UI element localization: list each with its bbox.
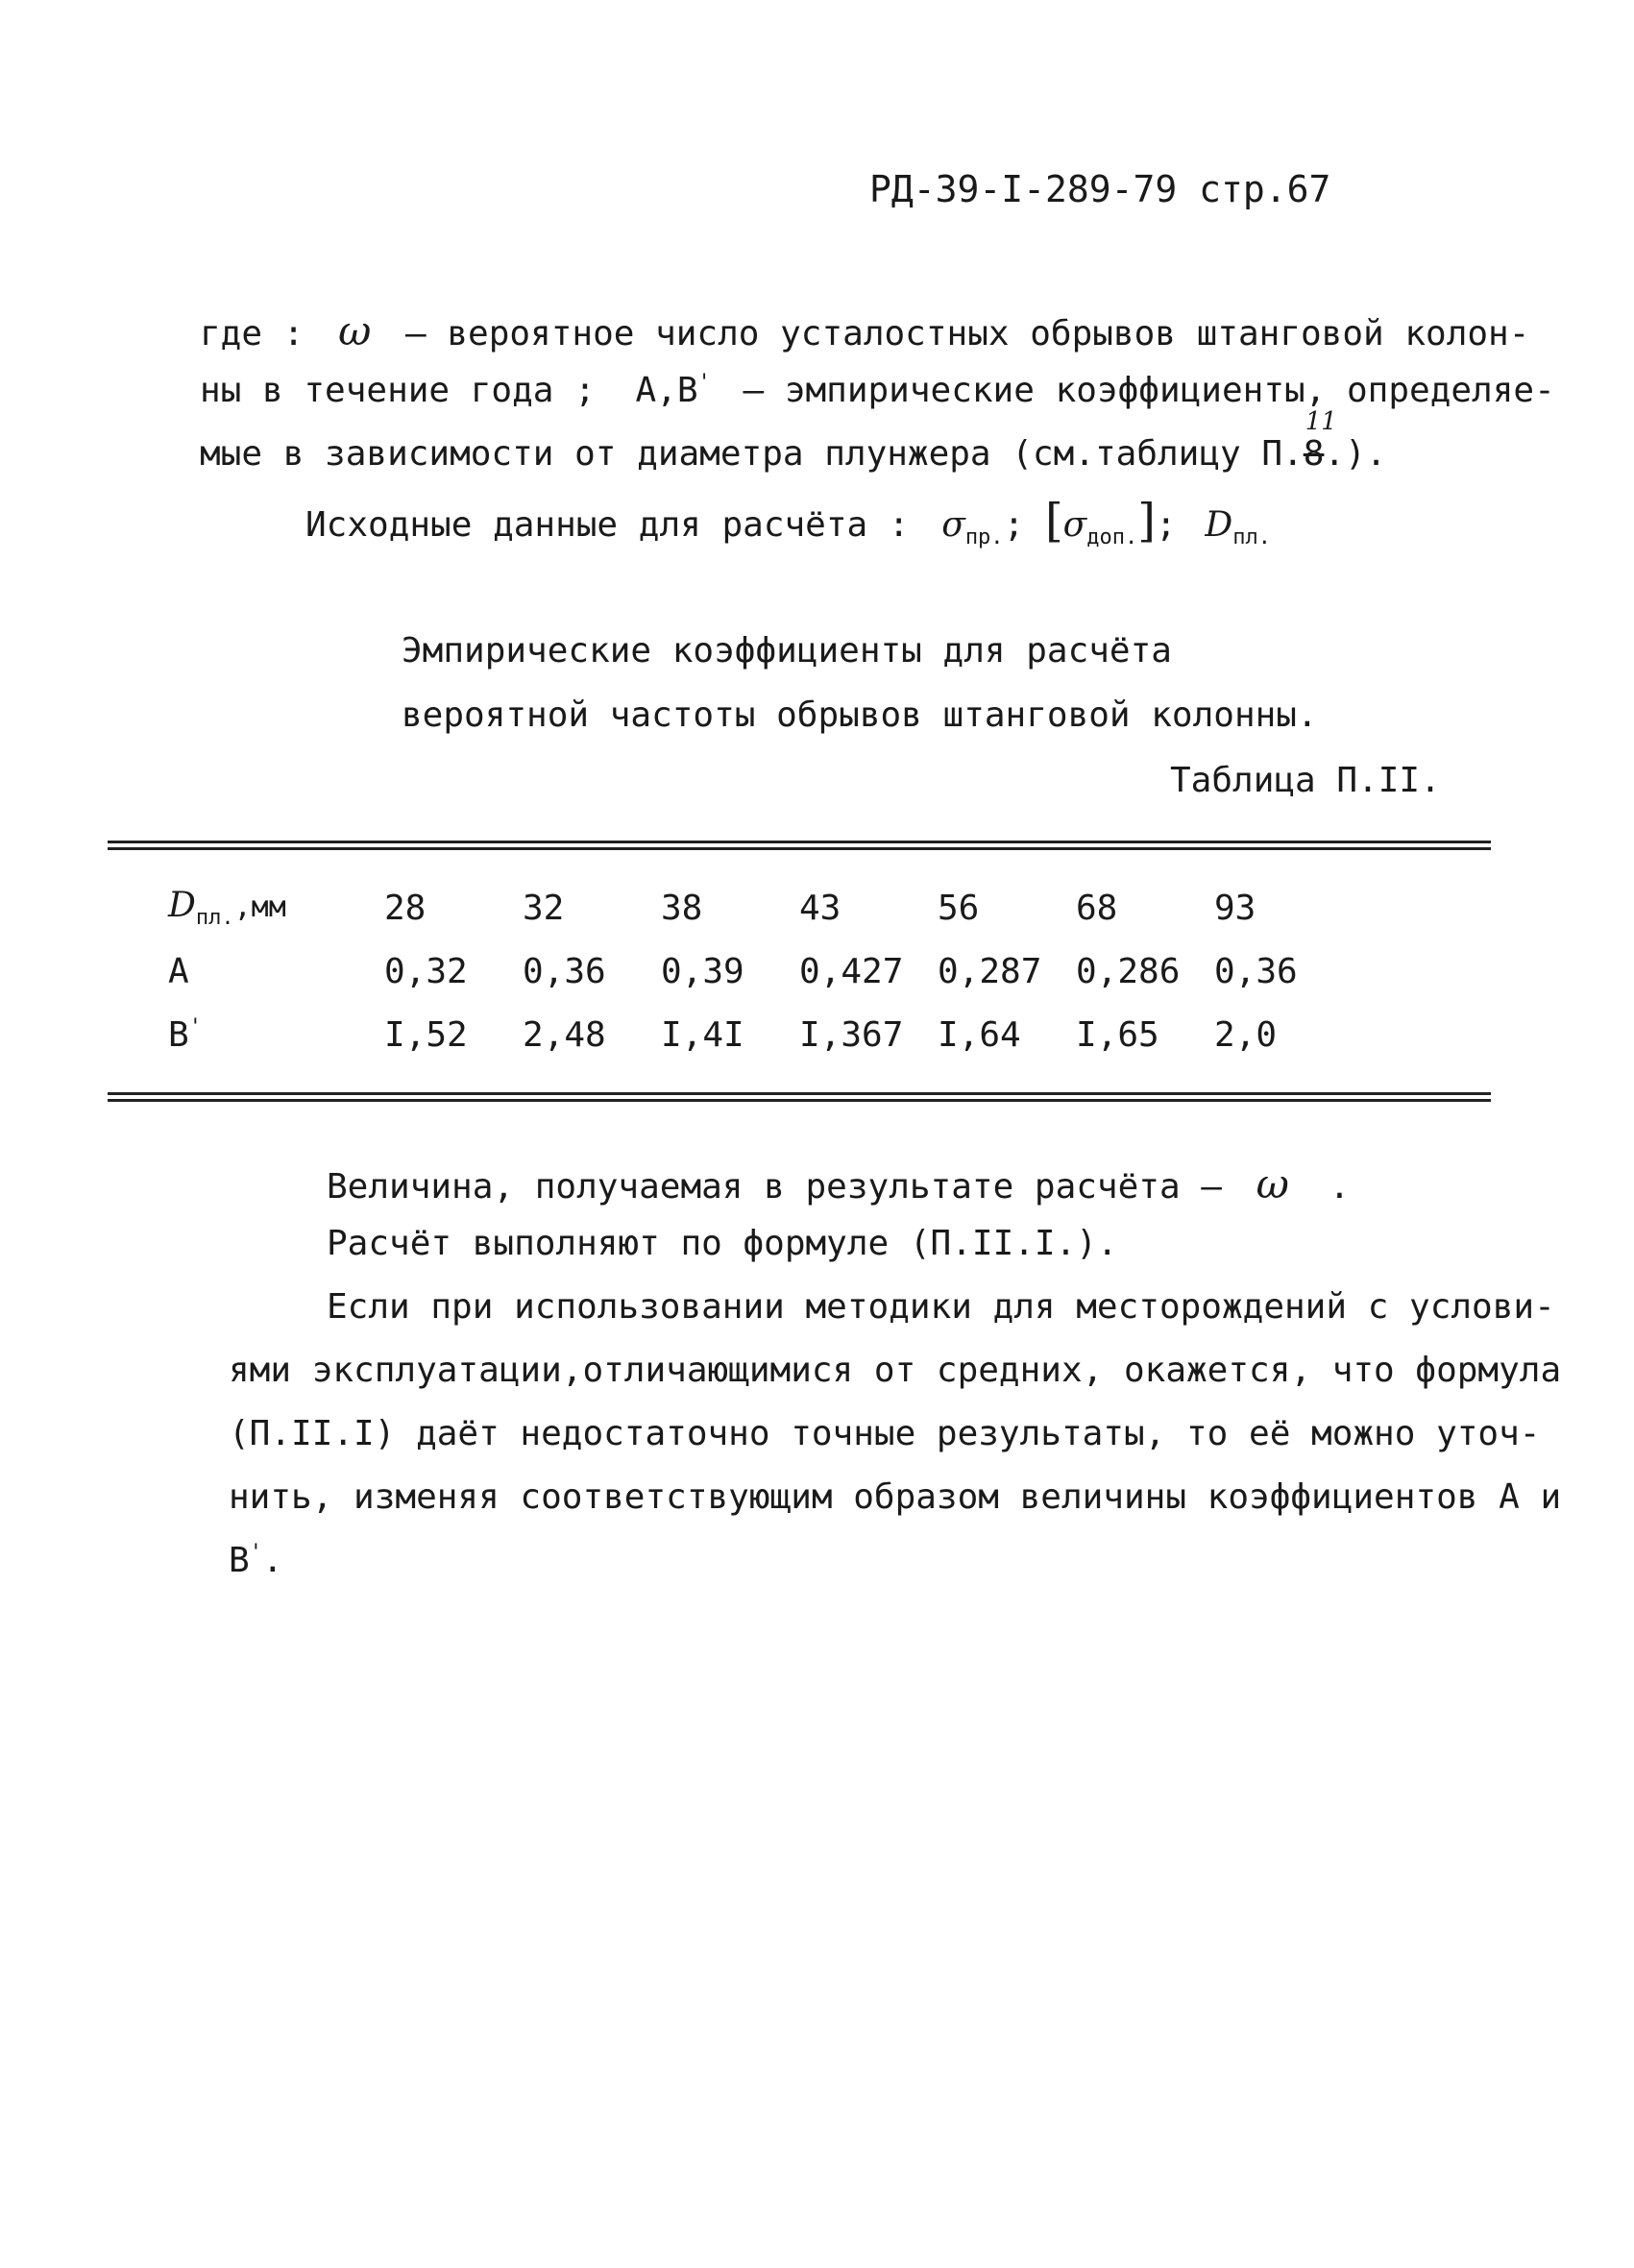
table-cell: 0,39 bbox=[661, 951, 744, 991]
separator-2: ; bbox=[1155, 505, 1177, 545]
ab-prime: ' bbox=[697, 371, 711, 395]
input-data-label: Исходные данные для расчёта : bbox=[305, 505, 910, 545]
row-label-letter: A bbox=[168, 951, 189, 991]
result-tail: . bbox=[1329, 1167, 1351, 1207]
table-top-rule bbox=[108, 841, 1491, 843]
result-line bbox=[327, 1160, 1350, 1207]
table-bottom-rule bbox=[108, 1092, 1491, 1095]
last-dot: . bbox=[261, 1541, 283, 1580]
struck-number: 8 bbox=[1303, 434, 1325, 474]
sigma-pr-subscript: пр. bbox=[964, 525, 1004, 550]
sigma-dop-symbol: σ bbox=[1062, 505, 1087, 545]
header-cell: 68 bbox=[1076, 888, 1118, 928]
d-subscript: пл. bbox=[195, 906, 234, 931]
coefficients-table bbox=[168, 876, 1353, 1066]
where-label: где : bbox=[200, 314, 305, 354]
left-bracket: [ bbox=[1044, 494, 1063, 548]
intro-text-3: мые в зависимости от диаметра плунжера (см.таблицу П. bbox=[200, 434, 1304, 474]
header-cell: 28 bbox=[384, 888, 427, 928]
sigma-dop-subscript: доп. bbox=[1086, 525, 1138, 550]
paragraph-line-1: Если при использовании методики для месторождений с услови- bbox=[327, 1287, 1555, 1327]
document-reference: РД-39-I-289-79 стр.67 bbox=[869, 168, 1331, 210]
table-cell: 0,427 bbox=[799, 951, 904, 991]
input-data-line bbox=[305, 494, 1271, 549]
header-cell: 38 bbox=[661, 888, 703, 928]
paragraph-line-3: (П.II.I) даёт недостаточно точные результаты, то её можно уточ- bbox=[229, 1414, 1541, 1453]
row-label-letter: B bbox=[168, 1014, 189, 1055]
paragraph-last-line bbox=[229, 1541, 283, 1580]
table-cell: 0,287 bbox=[938, 951, 1042, 991]
table-cell: 0,36 bbox=[1214, 951, 1298, 991]
intro-line-1 bbox=[200, 307, 1529, 354]
result-text: Величина, получаемая в результате расчёта – bbox=[327, 1167, 1222, 1207]
table-cell: 0,36 bbox=[523, 951, 606, 991]
plunger-diameter-header bbox=[168, 876, 384, 939]
table-row-b bbox=[168, 1003, 1353, 1066]
header-cell: 93 bbox=[1214, 888, 1256, 928]
table-top-rule-inner bbox=[108, 847, 1491, 850]
intro-text-2b: – эмпирические коэффициенты, определяе- bbox=[743, 371, 1555, 410]
intro-text-2a: ны в течение года ; bbox=[200, 371, 596, 410]
table-bottom-rule-inner bbox=[108, 1099, 1491, 1102]
row-label bbox=[168, 1003, 384, 1066]
table-cell: I,52 bbox=[384, 1014, 468, 1055]
table-cell: 0,286 bbox=[1076, 951, 1181, 991]
formula-line: Расчёт выполняют по формуле (П.II.I.). bbox=[327, 1224, 1118, 1263]
table-header-row bbox=[168, 876, 1353, 939]
intro-line-3 bbox=[200, 407, 1387, 474]
omega-symbol: ω bbox=[338, 307, 372, 354]
result-omega-symbol: ω bbox=[1256, 1160, 1289, 1207]
right-bracket: ] bbox=[1137, 494, 1156, 548]
paragraph-line-4: нить, изменяя соответствующим образом величины коэффициентов A и bbox=[229, 1477, 1562, 1517]
table-reference-correction bbox=[1303, 407, 1337, 474]
handwritten-correction: 11 bbox=[1305, 407, 1337, 436]
caption-line-2: вероятной частоты обрывов штанговой колонны. bbox=[402, 695, 1318, 735]
row-label-prime: ' bbox=[188, 1014, 202, 1039]
header-cell: 32 bbox=[523, 888, 565, 928]
table-label: Таблица П.II. bbox=[1170, 761, 1441, 800]
last-letter: B bbox=[229, 1541, 250, 1580]
table-cell: I,64 bbox=[938, 1014, 1021, 1055]
last-prime: ' bbox=[249, 1541, 262, 1565]
table-cell: 2,0 bbox=[1214, 1014, 1278, 1055]
intro-text-1: – вероятное число усталостных обрывов штанговой колон- bbox=[405, 314, 1530, 354]
intro-text-3-tail: .). bbox=[1324, 434, 1387, 474]
table-cell: 2,48 bbox=[523, 1014, 606, 1055]
caption-line-1: Эмпирические коэффициенты для расчёта bbox=[402, 631, 1172, 671]
table-cell: I,65 bbox=[1076, 1014, 1159, 1055]
table-row-a bbox=[168, 939, 1353, 1003]
ab-symbol: A,B bbox=[635, 371, 698, 410]
unit-label: ,мм bbox=[233, 890, 286, 924]
separator-1: ; bbox=[1003, 505, 1025, 545]
sigma-pr-symbol: σ bbox=[941, 505, 965, 545]
d-pl-subscript: пл. bbox=[1232, 525, 1271, 550]
paragraph-line-2: ями эксплуатации,отличающимися от средних, окажется, что формула bbox=[229, 1351, 1562, 1390]
table-cell: I,367 bbox=[799, 1014, 904, 1055]
table-cell: 0,32 bbox=[384, 951, 468, 991]
intro-line-2 bbox=[200, 371, 1555, 410]
row-label bbox=[168, 939, 384, 1003]
header-cell: 56 bbox=[938, 888, 980, 928]
header-cell: 43 bbox=[799, 888, 841, 928]
d-pl-symbol: D bbox=[1205, 505, 1233, 545]
d-symbol: D bbox=[168, 885, 196, 925]
table-cell: I,4I bbox=[661, 1014, 744, 1055]
